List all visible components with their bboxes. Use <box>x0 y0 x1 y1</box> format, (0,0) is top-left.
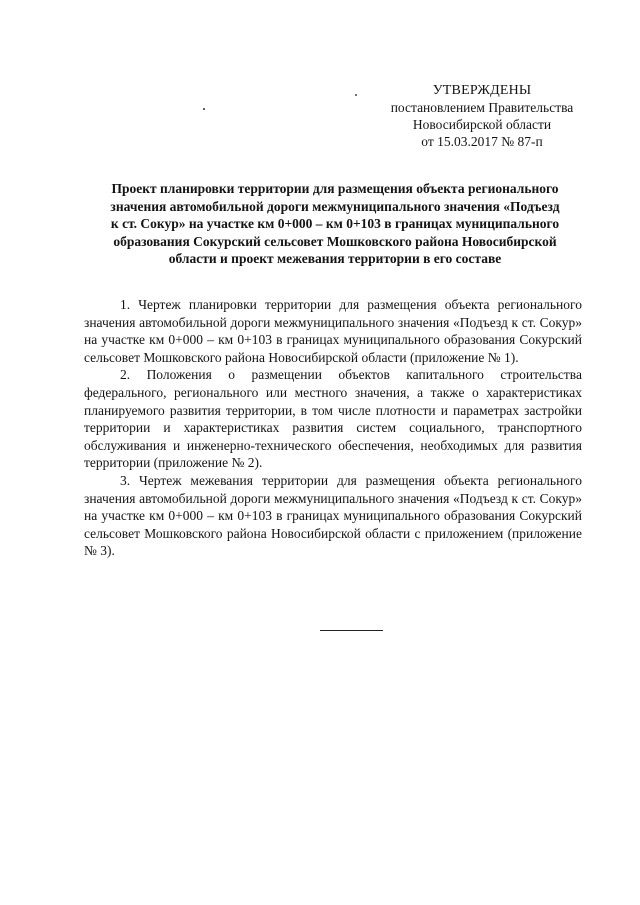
closing-rule <box>320 630 383 631</box>
title-line: к ст. Сокур» на участке км 0+000 – км 0+103 в границах муниципального <box>110 216 560 231</box>
list-item: 1. Чертеж планировки территории для размещения объекта регионального значения автомобильной дороги межмуниципального значения «Подъезд к ст. Сокур» на участке км 0+000 – км 0+103 в границах муниципального образования Сокурский сельсовет Мошковского района Новосибирской области (приложение № 1). <box>84 297 582 365</box>
list-item: 2. Положения о размещении объектов капитального строительства федерального, регионального или местного значения, а также о характеристиках планируемого развития территории, в том числе плотности и параметрах застройки территории и характеристиках развития систем социального, транспортного обслуживания и инженерно-технического обеспечения, необходимых для развития территории (приложение № 2). <box>84 367 582 471</box>
document-title <box>90 180 580 268</box>
title-line: образования Сокурский сельсовет Мошковского района Новосибирской <box>113 233 557 249</box>
approval-date-line: от 15.03.2017 № 87-п <box>421 134 543 149</box>
title-line: значения автомобильной дороги межмуниципального значения «Подъезд <box>110 198 560 214</box>
approval-line: Новосибирской области <box>412 117 552 132</box>
list-item: 3. Чертеж межевания территории для размещения объекта регионального значения автомобильной дороги межмуниципального значения «Подъезд к ст. Сокур» на участке км 0+000 – км 0+103 в границах муниципального образования Сокурский сельсовет Мошковского района Новосибирской области с приложением (приложение № 3). <box>84 472 582 559</box>
document-body <box>84 296 582 560</box>
approval-line: постановлением Правительства <box>390 100 574 115</box>
title-line: области и проект межевания территории в его составе <box>168 251 502 266</box>
approval-stamp <box>388 82 576 150</box>
title-line: Проект планировки территории для размещения объекта регионального <box>111 181 559 196</box>
approval-heading: УТВЕРЖДЕНЫ <box>432 83 532 98</box>
scan-speck <box>203 108 205 110</box>
scan-speck <box>355 94 357 96</box>
